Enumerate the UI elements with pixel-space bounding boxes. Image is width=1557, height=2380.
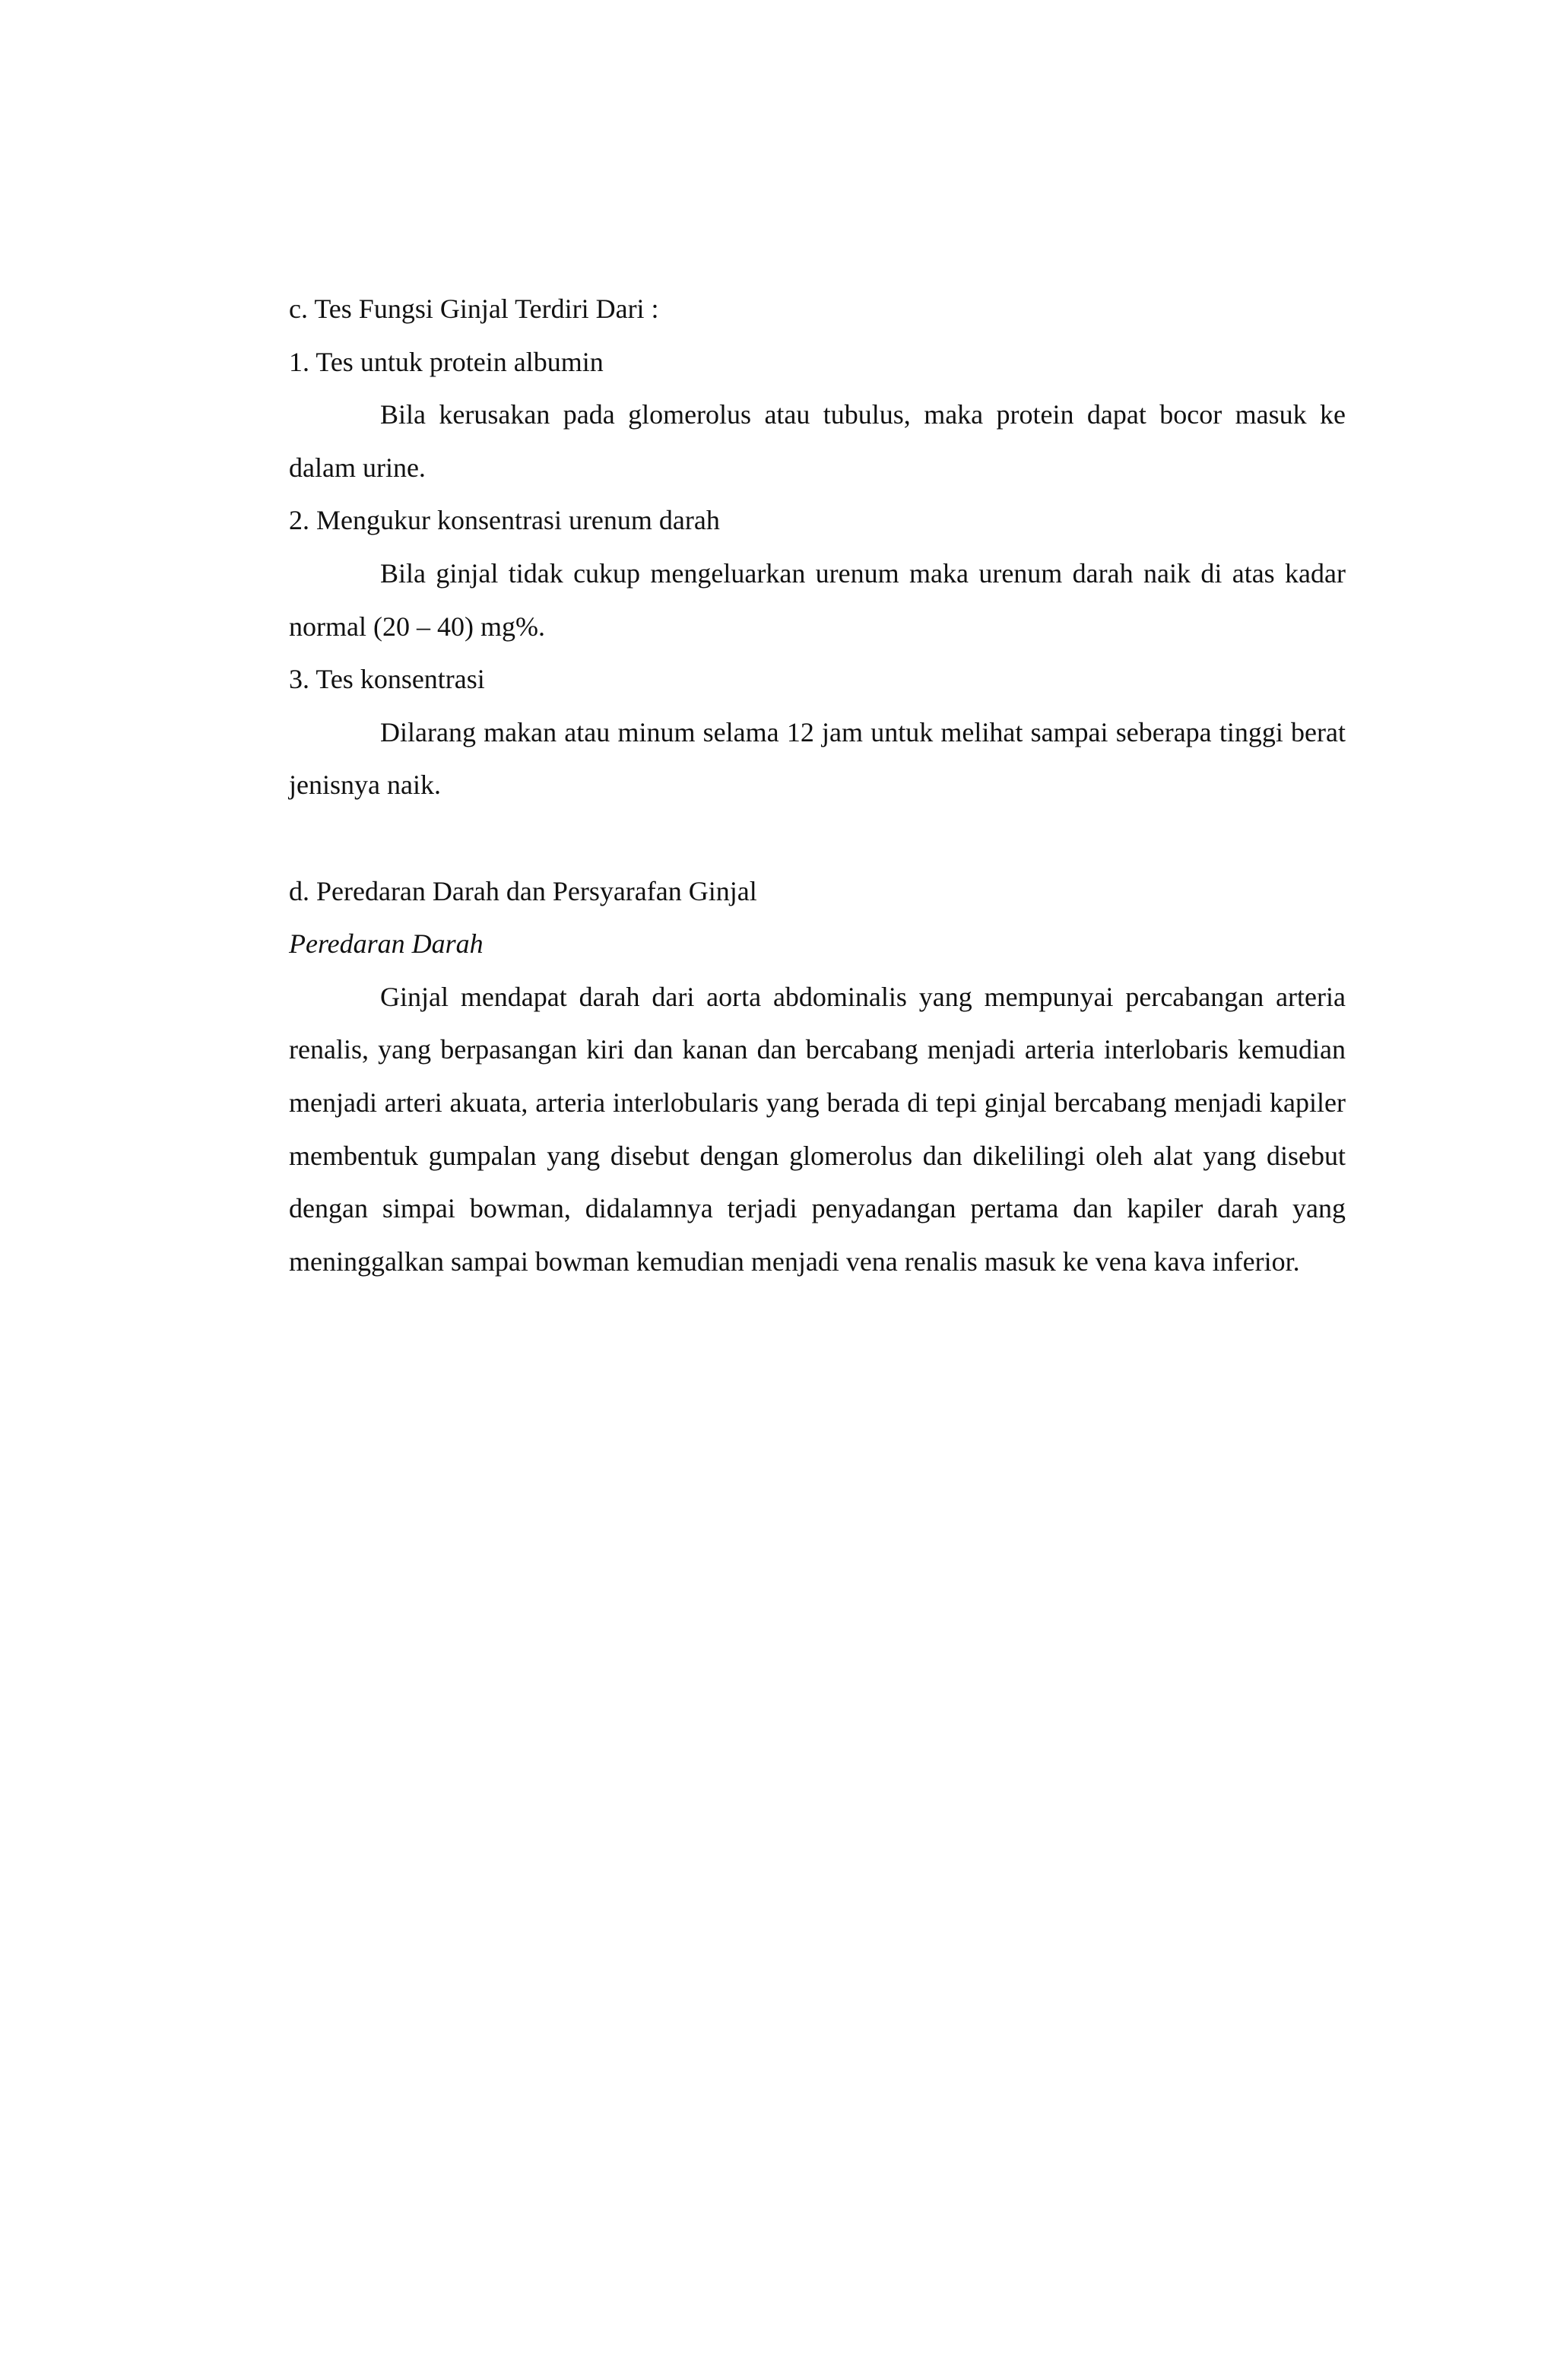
section-d-subheading: Peredaran Darah <box>289 928 484 960</box>
section-spacer <box>289 812 1346 865</box>
section-d-heading: d. Peredaran Darah dan Persyarafan Ginjal <box>289 875 757 906</box>
item-1-title: 1. Tes untuk protein albumin <box>289 346 604 377</box>
item-3-title: 3. Tes konsentrasi <box>289 664 485 695</box>
section-c-heading: c. Tes Fungsi Ginjal Terdiri Dari : <box>289 294 659 324</box>
document-page <box>289 283 1346 1288</box>
item-3-body: Dilarang makan atau minum selama 12 jam untuk melihat sampai seberapa tinggi berat jenisnya naik. <box>289 716 1346 801</box>
section-d-body: Ginjal mendapat darah dari aorta abdominalis yang mempunyai percabangan arteria renalis, yang berpasangan kiri dan kanan dan bercabang menjadi arteria interlobaris kemudian menjadi arteri akuata, arteria interlobularis yang berada di tepi ginjal bercabang menjadi kapiler membentuk gumpalan yang disebut dengan glomerolus dan dikelilingi oleh alat yang disebut dengan simpai bowman, didalamnya terjadi penyadangan pertama dan kapiler darah yang meninggalkan sampai bowman kemudian menjadi vena renalis masuk ke vena kava inferior. <box>289 981 1346 1277</box>
item-2-body: Bila ginjal tidak cukup mengeluarkan urenum maka urenum darah naik di atas kadar normal (20 – 40) mg%. <box>289 557 1346 642</box>
item-1-body: Bila kerusakan pada glomerolus atau tubulus, maka protein dapat bocor masuk ke dalam urine. <box>289 399 1346 483</box>
item-2-title: 2. Mengukur konsentrasi urenum darah <box>289 505 720 536</box>
